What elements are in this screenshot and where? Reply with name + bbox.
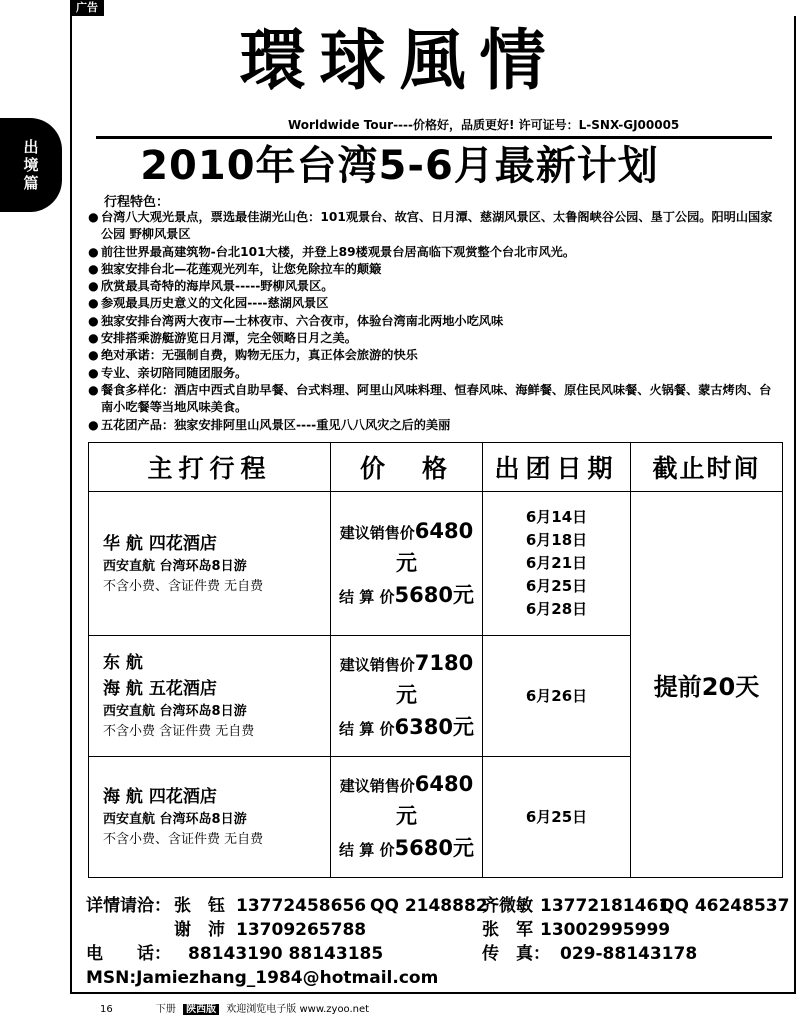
section-tab-char: 境 [23,156,39,174]
settle-label: 结 算 价 [339,587,395,606]
route-note: 不含小费、含证件费 无自费 [103,832,264,848]
route-airline-hotel: 海 航 五花酒店 [103,679,217,700]
bullet-icon: ● [88,296,99,311]
price-value: 7180元 [396,651,474,708]
contact-block [86,894,790,990]
table-row [89,492,783,636]
route-desc: 西安直航 台湾环岛8日游 [103,812,247,828]
bullet-icon: ● [88,348,99,363]
contact-row [86,966,786,990]
price-label: 建议销售价 [339,523,415,542]
departure-date: 6月28日 [525,600,588,619]
header-divider [96,136,772,139]
feature-item: ● 前往世界最高建筑物-台北101大楼，并登上89楼观景台居高临下观赏整个台北市风光。 [88,244,778,261]
price-cell [331,492,483,636]
fax-label: 传 真： [482,944,550,964]
feature-item: ● 专业、亲切陪同随团服务。 [88,365,778,382]
column-header-deadline: 截止时间 [631,443,783,492]
contact-qq: QQ 46248537 [660,896,790,916]
contact-label: 详情请洽： [86,896,171,916]
bullet-icon: ● [88,382,99,397]
departure-date: 6月21日 [525,554,588,573]
bullet-icon: ● [88,313,99,328]
feature-item: ● 绝对承诺：无强制自费，购物无压力，真正体会旅游的快乐 [88,347,778,364]
settle-label: 结 算 价 [339,720,395,739]
route-cell [89,492,331,636]
route-cell [89,636,331,757]
contact-name: 张 军 [482,920,533,940]
bullet-icon: ● [88,210,99,224]
contact-row [86,894,790,918]
departure-date: 6月25日 [525,807,588,826]
bullet-icon: ● [88,261,99,276]
fax-number: 029-88143178 [560,944,698,964]
dates-cell [483,757,631,878]
column-header-route: 主打行程 [89,443,331,492]
settle-label: 结 算 价 [339,841,395,860]
footer-text: 欢迎浏览电子版 www.zyoo.net [226,1004,370,1015]
contact-qq: QQ 2148882 [370,896,488,916]
route-desc: 西安直航 台湾环岛8日游 [103,558,247,574]
features-title: 行程特色： [104,195,170,210]
contact-phone: 13709265788 [236,920,367,940]
feature-item: ● 独家安排台湾两大夜市—士林夜市、六合夜市，体验台湾南北两地小吃风味 [88,313,778,330]
tagline: Worldwide Tour----价格好，品质更好! 许可证号：L-SNX-GJ00005 [288,118,680,132]
settle-value: 5680元 [394,836,474,861]
departure-date: 6月18日 [525,531,588,550]
departure-date: 6月14日 [525,508,588,527]
itinerary-table [88,442,783,878]
bullet-icon: ● [88,417,99,432]
route-airline: 海 航 四花酒店 [103,787,217,808]
departure-date: 6月25日 [525,577,588,596]
contact-name: 张 钰 [174,896,225,916]
settle-value: 6380元 [394,715,474,740]
price-label: 建议销售价 [339,777,415,796]
contact-phone: 13772181461 [540,896,671,916]
settle-value: 5680元 [394,582,474,607]
departure-date: 6月26日 [525,686,588,705]
page-title: 2010年台湾5-6月最新计划 [140,143,659,189]
column-header-price: 价 格 [331,443,483,492]
contact-name: 齐微敏 [482,896,533,916]
section-tab-char: 篇 [23,174,39,192]
contact-row [86,918,786,942]
route-note: 不含小费、含证件费 无自费 [103,578,264,594]
route-note: 不含小费 含证件费 无自费 [103,724,255,740]
price-label: 建议销售价 [339,656,415,675]
brand-logo-text: 環球風情 [239,21,560,99]
deadline-cell: 提前20天 [631,492,783,878]
bullet-icon: ● [88,365,99,380]
feature-item: ● 欣赏最具奇特的海岸风景-----野柳风景区。 [88,278,778,295]
contact-row [86,942,786,966]
route-airline: 东 航 [103,653,143,674]
feature-item: ● 餐食多样化：酒店中西式自助早餐、台式料理、阿里山风味料理、恒春风味、海鲜餐、原住民风味餐、火锅餐、蒙古烤肉、台南小吃餐等当地风味美食。 [88,382,772,415]
feature-item: ● 参观最具历史意义的文化园----慈湖风景区 [88,295,778,312]
price-value: 6480元 [396,772,474,829]
dates-cell [483,636,631,757]
bullet-icon: ● [88,279,99,294]
section-tab-char: 出 [23,138,39,156]
volume-label: 下册 [155,1004,176,1015]
feature-item: ● 台湾八大观光景点，票选最佳湖光山色：101观景台、故宫、日月潭、慈湖风景区、太鲁阁峡谷公园、垦丁公园。阳明山国家公园 野柳风景区 [88,210,773,242]
route-desc: 西安直航 台湾环岛8日游 [103,704,247,720]
page-footer [100,1000,369,1015]
features-list [88,209,778,434]
bullet-icon: ● [88,244,99,259]
tel-label: 电 话： [86,944,171,964]
table-header-row [89,443,783,492]
feature-item: ● 五花团产品：独家安排阿里山风景区----重见八八风灾之后的美丽 [88,417,778,434]
ad-tag: 广告 [70,0,104,16]
page-number: 16 [100,1004,113,1015]
contact-name: 谢 沛 [174,920,225,940]
contact-phone: 13772458656 [236,896,367,916]
tel-numbers: 88143190 88143185 [188,944,384,964]
contact-phone: 13002995999 [540,920,671,940]
dates-cell [483,492,631,636]
price-value: 6480元 [396,518,474,575]
msn-contact: MSN:Jamiezhang_1984@hotmail.com [86,968,439,988]
route-cell [89,757,331,878]
price-cell [331,636,483,757]
feature-item: ● 安排搭乘游艇游览日月潭，完全领略日月之美。 [88,330,778,347]
bullet-icon: ● [88,331,99,346]
column-header-dates: 出团日期 [483,443,631,492]
price-cell [331,757,483,878]
route-airline: 华 航 四花酒店 [103,533,217,554]
feature-item: ● 独家安排台北—花莲观光列车，让您免除拉车的颠簸 [88,261,778,278]
edition-badge: 陕西版 [183,1004,219,1015]
